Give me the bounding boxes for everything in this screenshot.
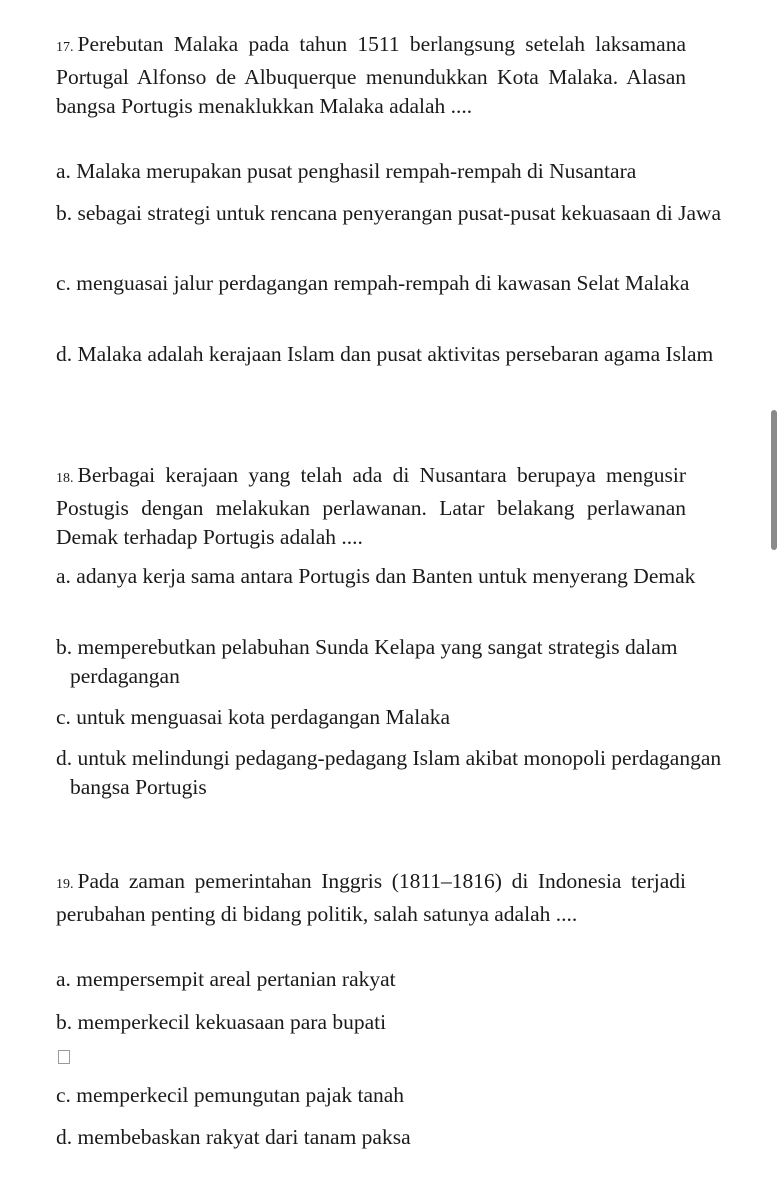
question-text: Pada zaman pemerintahan Inggris (1811–1816) di Indonesia terjadi perubahan penting di bidang politik, salah satunya adalah .... xyxy=(56,869,686,926)
vertical-scrollbar[interactable] xyxy=(771,410,777,550)
question-19-option-b: b. memperkecil kekuasaan para bupati xyxy=(56,1010,387,1034)
question-19-option-c: c. memperkecil pemungutan pajak tanah xyxy=(56,1083,405,1107)
question-17-option-c: c. menguasai jalur perdagangan rempah-rempah di kawasan Selat Malaka xyxy=(56,271,690,295)
question-18-option-d: d. untuk melindungi pedagang-pedagang Islam akibat monopoli perdagangan bangsa Portugis xyxy=(56,746,722,799)
question-17-option-a: a. Malaka merupakan pusat penghasil rempah-rempah di Nusantara xyxy=(56,159,637,183)
question-19-option-a: a. mempersempit areal pertanian rakyat xyxy=(56,967,396,991)
question-19 xyxy=(56,867,686,929)
question-17 xyxy=(56,30,686,122)
question-19-option-d: d. membebaskan rakyat dari tanam paksa xyxy=(56,1125,411,1149)
question-18-option-a: a. adanya kerja sama antara Portugis dan Banten untuk menyerang Demak xyxy=(56,564,696,588)
question-18-option-b: b. memperebutkan pelabuhan Sunda Kelapa yang sangat strategis dalam perdagangan xyxy=(56,635,678,688)
question-text: Perebutan Malaka pada tahun 1511 berlangsung setelah laksamana Portugal Alfonso de Albuquerque menundukkan Kota Malaka. Alasan bangsa Portugis menaklukkan Malaka adalah .... xyxy=(56,32,686,118)
question-number: 17. xyxy=(56,40,74,55)
question-number: 18. xyxy=(56,471,74,486)
question-17-option-b: b. sebagai strategi untuk rencana penyerangan pusat-pusat kekuasaan di Jawa xyxy=(56,201,722,225)
question-18-option-c: c. untuk menguasai kota perdagangan Malaka xyxy=(56,705,451,729)
placeholder-box-icon xyxy=(58,1050,70,1064)
question-number: 19. xyxy=(56,877,74,892)
question-18 xyxy=(56,461,686,553)
question-17-option-d: d. Malaka adalah kerajaan Islam dan pusat aktivitas persebaran agama Islam xyxy=(56,342,714,366)
question-text: Berbagai kerajaan yang telah ada di Nusantara berupaya mengusir Postugis dengan melakukan perlawanan. Latar belakang perlawanan Demak terhadap Portugis adalah .... xyxy=(56,463,686,549)
